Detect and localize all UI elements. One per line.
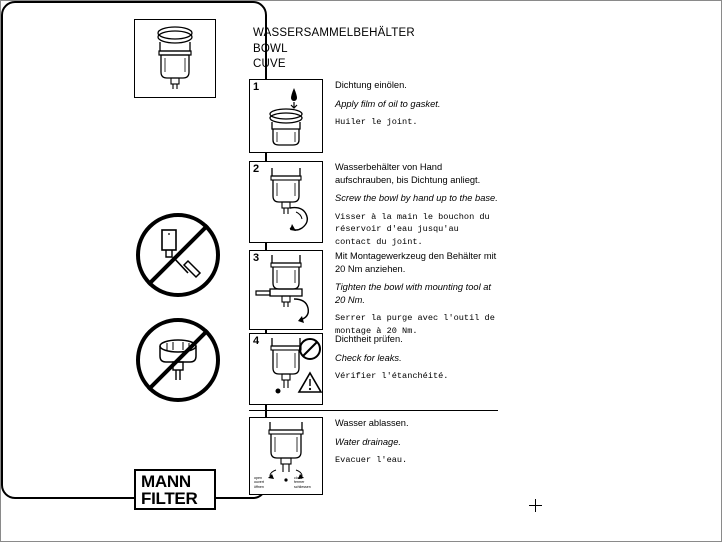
panel-title-fr: CUVE: [253, 58, 286, 70]
step-drainage: [249, 417, 498, 495]
no-open-flame-and-warning-icons: [295, 337, 325, 399]
logo-line-2: FILTER: [141, 488, 198, 508]
step-2-text-fr: Visser à la main le bouchon du réservoir d'eau jusqu'au contact du joint.: [335, 211, 490, 247]
step-2-text: [335, 161, 498, 249]
drain-close-en: fermer: [294, 480, 305, 485]
drain-open-de: open: [254, 476, 262, 480]
step-1-text-de: Dichtung einölen.: [335, 80, 407, 90]
step-2-text-en: Screw the bowl by hand up to the base.: [335, 193, 498, 204]
step-3-text: [335, 250, 498, 338]
prohibition-no-tool-on-cap: [136, 318, 220, 402]
step-3-text-de: Mit Montagewerkzeug den Behälter mit 20 Nm anziehen.: [335, 251, 497, 274]
step-4-number: 4: [253, 335, 260, 347]
step-4-text-en: Check for leaks.: [335, 352, 402, 363]
step-2-text-de: Wasserbehälter von Hand aufschrauben, bis Dichtung anliegt.: [335, 162, 481, 185]
drain-open-en: ouvert: [254, 480, 264, 485]
mounting-tool-torque-icon: [250, 251, 322, 329]
step-4-text-de: Dichtheit prüfen.: [335, 334, 403, 344]
section-divider: [249, 410, 498, 411]
product-thumbnail: [134, 19, 216, 98]
panel-title: [253, 26, 493, 73]
step-1: [249, 79, 498, 153]
step-4-text-fr: Vérifier l'étanchéité.: [335, 371, 449, 382]
step-1-number: 1: [253, 81, 260, 93]
oil-drop-on-gasket-icon: [250, 80, 322, 152]
step-1-image: [249, 79, 323, 153]
panel-title-en: BOWL: [253, 42, 288, 55]
drain-close-de: close: [294, 476, 303, 480]
step-2-image: [249, 161, 323, 243]
step-3-text-fr: Serrer la purge avec l'outil de montage à 20 Nm.: [335, 313, 495, 336]
step-4: [249, 333, 498, 405]
drain-open-labels: [254, 476, 264, 489]
drain-close-fr: schliessen: [294, 484, 311, 489]
step-1-text-en: Apply film of oil to gasket.: [335, 98, 441, 109]
step-1-text: [335, 79, 498, 129]
step-drainage-image: [249, 417, 323, 495]
panel-title-de: WASSERSAMMELBEHÄLTER: [253, 27, 415, 39]
drain-open-fr: öffnen: [254, 484, 264, 489]
hand-screwing-bowl-icon: [250, 162, 322, 242]
step-3: [249, 250, 498, 336]
registration-mark: [529, 499, 542, 512]
logo-line-1: MANN: [141, 471, 191, 491]
step-drainage-text-fr: Evacuer l'eau.: [335, 455, 408, 466]
step-3-text-en: Tighten the bowl with mounting tool at 20 Nm.: [335, 282, 491, 305]
step-4-text: [335, 333, 498, 383]
step-1-text-fr: Huiler le joint.: [335, 117, 418, 128]
mann-filter-logo: [134, 469, 216, 510]
prohibition-no-tool-on-bowl: [136, 213, 220, 297]
step-2: [249, 161, 498, 247]
step-drainage-text-en: Water drainage.: [335, 436, 401, 447]
drain-close-labels: [294, 476, 311, 489]
step-2-number: 2: [253, 163, 260, 175]
step-drainage-text-de: Wasser ablassen.: [335, 418, 409, 428]
step-3-number: 3: [253, 252, 260, 264]
step-drainage-text: [335, 417, 498, 467]
bowl-illustration: [135, 20, 215, 97]
step-3-image: [249, 250, 323, 330]
